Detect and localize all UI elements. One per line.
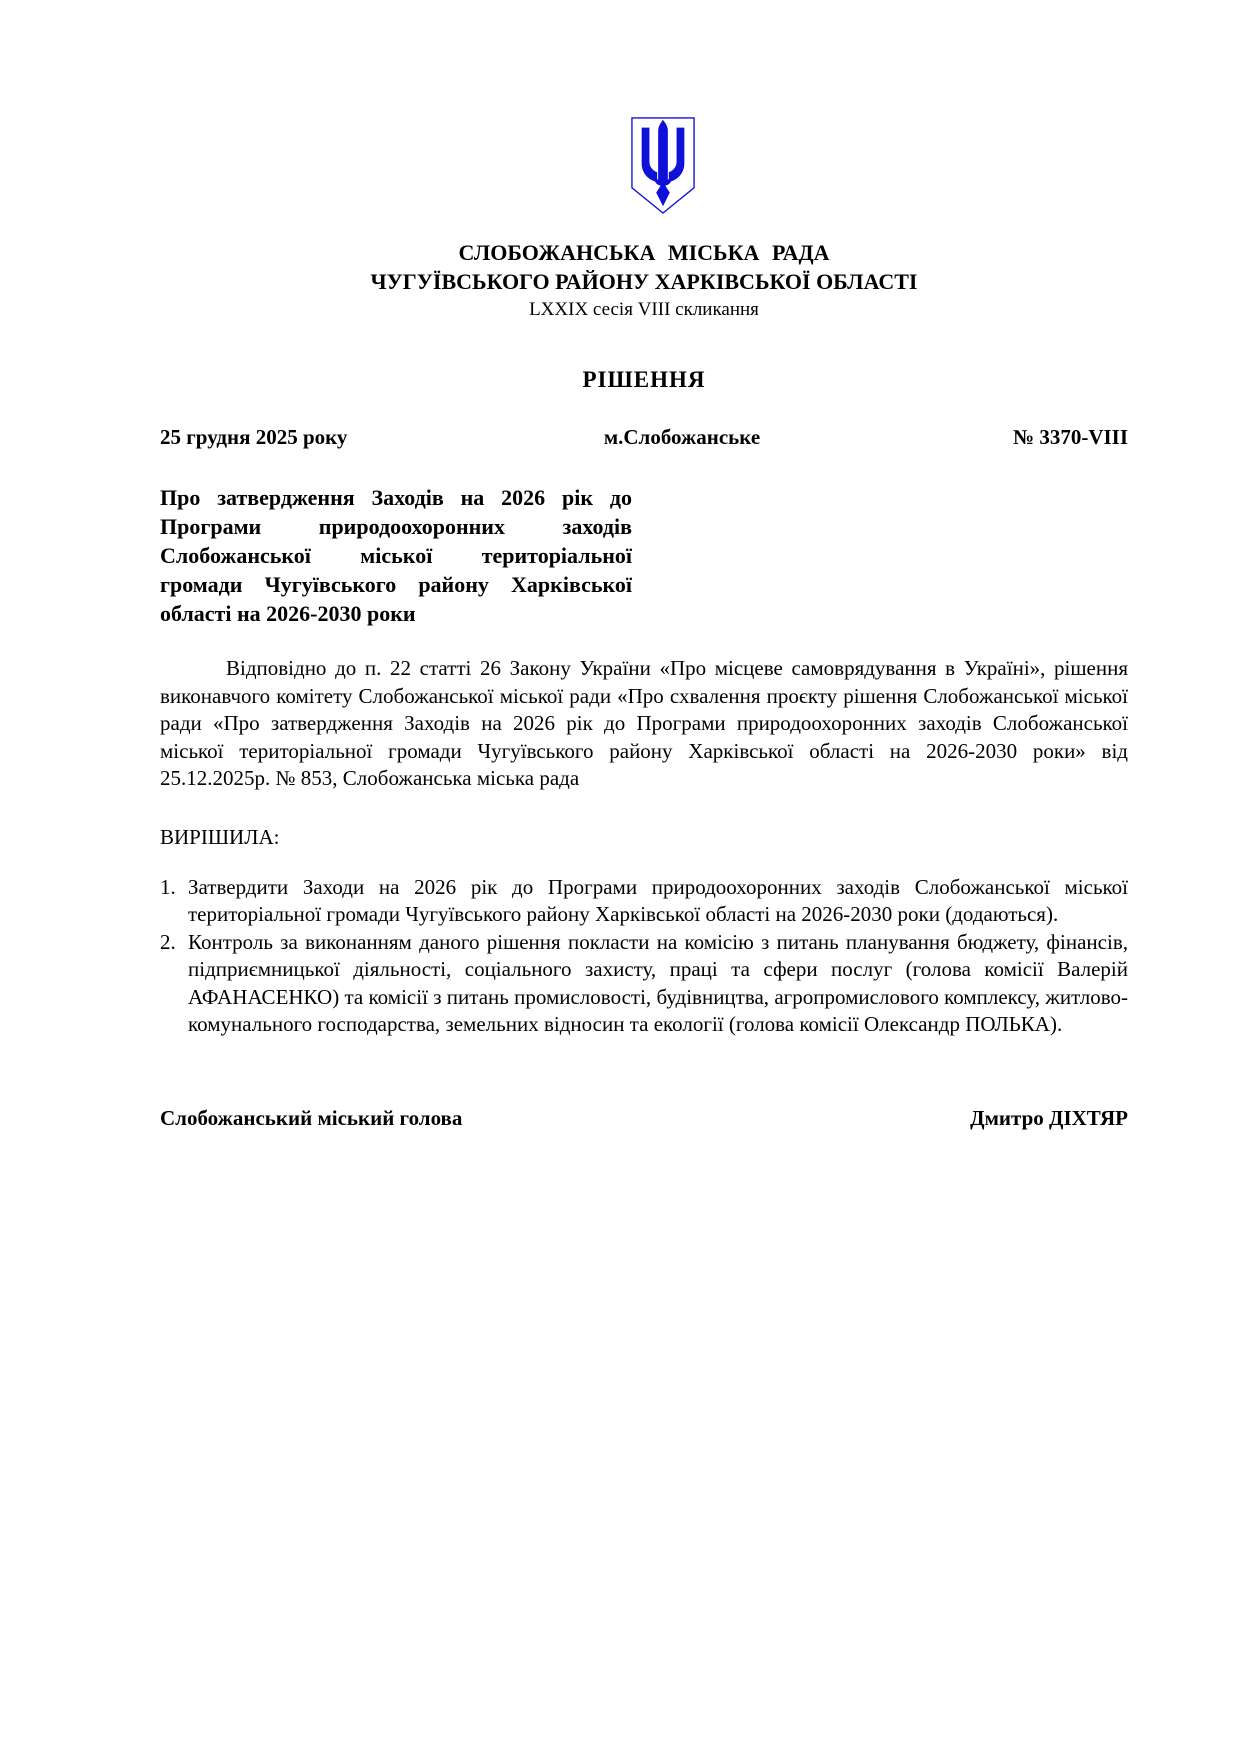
decision-item [160, 929, 1128, 1039]
doc-meta-row [160, 424, 1128, 450]
resolved-label: ВИРІШИЛА: [160, 824, 280, 849]
subject-block: Про затвердження Заходів на 2026 рік до Програми природоохоронних заходів Слобожанської міської територіальної громади Чугуївського району Харківської області на 2026-2030 роки [160, 485, 632, 626]
preamble-paragraph: Відповідно до п. 22 статті 26 Закону України «Про місцеве самоврядування в Україні», рішення виконавчого комітету Слобожанської міської ради «Про схвалення проєкту рішення Слобожанської міської ради «Про затвердження Заходів на 2026 рік до Програми природоохоронних заходів Слобожанської міської територіальної громади Чугуївського району Харківської області на 2026-2030 роки» від 25.12.2025р. № 853, Слобожанська міська рада [160, 656, 1128, 790]
doc-number: № 3370-VIII [1012, 425, 1128, 449]
decision-item [160, 874, 1128, 929]
session-line: LXXIX сесія VIII скликання [529, 299, 759, 320]
signature-name: Дмитро ДІХТЯР [970, 1105, 1128, 1130]
org-name-line2: ЧУГУЇВСЬКОГО РАЙОНУ ХАРКІВСЬКОЇ ОБЛАСТІ [370, 269, 918, 294]
signature-row [160, 1105, 1128, 1131]
org-name-line1: СЛОБОЖАНСЬКА МІСЬКА РАДА [458, 240, 830, 265]
doc-type-title: РІШЕННЯ [582, 367, 706, 392]
doc-place: м.Слобожанське [603, 425, 761, 449]
doc-date: 25 грудня 2025 року [160, 425, 348, 449]
item-text: Контроль за виконанням даного рішення покласти на комісію з питань планування бюджету, фінансів, підприємницької діяльності, соціального захисту, праці та сфери послуг (голова комісії Валерій АФАНАСЕНКО) та комісії з питань промисловості, будівництва, агропромислового комплексу, житлово-комунального господарства, земельних відносин та екології (голова комісії Олександр ПОЛЬКА). [188, 929, 1128, 1036]
item-number: 2. [160, 929, 176, 954]
decision-items [160, 874, 1128, 1039]
item-number: 1. [160, 874, 176, 899]
item-text: Затвердити Заходи на 2026 рік до Програми природоохоронних заходів Слобожанської міської територіальної громади Чугуївського району Харківської області на 2026-2030 роки (додаються). [188, 874, 1128, 926]
signature-title: Слобожанський міський голова [160, 1105, 463, 1130]
coat-of-arms [160, 116, 1128, 220]
ukraine-trident-icon [629, 116, 697, 215]
